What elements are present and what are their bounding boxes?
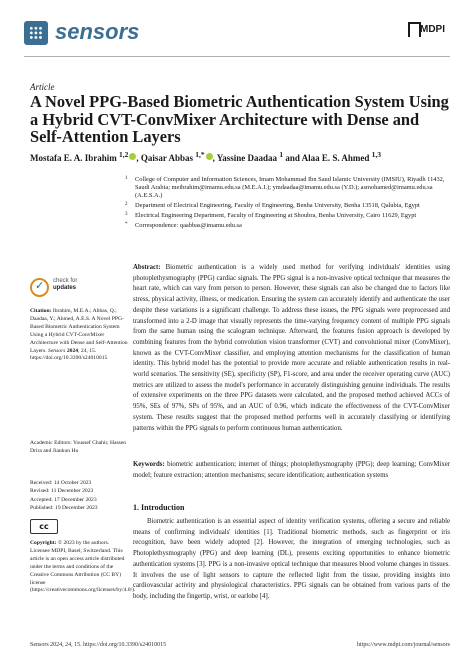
check-for-updates-button[interactable]: check for updates (53, 278, 78, 291)
citation-text: Ibrahim, M.E.A.; Abbas, Q.; Daadaa, Y.; Ahmed, A.E.S. A Novel PPG-Based Biometric Authentication System Using a Hybrid CVT-ConvMixer Architecture with Dense and Self-Attention Layers. (30, 308, 128, 354)
author-name[interactable]: Qaisar Abbas (140, 153, 193, 163)
date-published: Published: 19 December 2023 (30, 504, 98, 511)
date-revised: Revised: 11 December 2023 (30, 488, 94, 495)
section-body: Biometric authentication is an essential aspect of identity verification systems, offering a secure and reliable means of confirming individuals' identities [1]. Traditional biometric methods, such as fingerprint or iris recognition, have been widely adopted [2]. However, the integration of emerging technologies, such as Photoplethysmography (PPG) and deep learning (DL), presents exciting opportunities to enhance biometric authentication systems [3]. PPG is a non-invasive optical technique that measures blood volume changes in tissues. It involves the use of light sensors to capture the reflected light from the tissue, providing insights into cardiovascular activity and physiological characteristics. PPG signals can be obtained from various parts of the body, including the fingertip, wrist, or earlobe [4]. (133, 518, 450, 600)
footer-citation: Sensors 2024, 24, 15. https://doi.org/10.3390/s24010015 (30, 642, 167, 648)
correspondence: * Correspondence: qaabbas@imamu.edu.sa (125, 222, 242, 230)
cc-license-icon[interactable]: cc (30, 519, 58, 534)
header-divider (24, 56, 450, 57)
author-affiliation-mark: 1,* (195, 150, 205, 159)
author-affiliation-mark: 1,3 (371, 150, 381, 159)
author-affiliation-mark: 1,2 (119, 150, 129, 159)
copyright (30, 540, 136, 595)
affiliation-list (125, 176, 450, 231)
citation-label: Citation: (30, 308, 52, 314)
check-for-updates-icon[interactable] (30, 278, 49, 297)
author-list: Mostafa E. A. Ibrahim $^{1,2}$ , Qaisar Abbas $^{1,*}$ , Yassine Daadaa $^1$ and Alaa E. S. Ahmed $^{1,3}$ (30, 150, 381, 163)
author-name[interactable]: Mostafa E. A. Ibrahim (30, 153, 117, 163)
abstract-text: Biometric authentication is a widely used method for verifying individuals' identities using photoplethysmography (PPG) cardiac signals. The PPG signal is a non-invasive optical technique that measures the heart rate, which can vary from person to person. However, these signals can also be changed due to factors like stress, physical activity, illness, or medication. Ensuring the system can accurately identify and authenticate the user despite these variations is a significant challenge. To address these issues, the PPG signals were preprocessed and transformed into a 2-D image that visually represents the time-varying frequency content of multiple PPG signals from the same human using the scalogram technique. Afterward, the features fusion approach is developed by combining features from the hybrid convolution vision transformer (CVT) and convolutional mixer (ConvMixer), known as the CVT-ConvMixer classifier, and employing attention mechanisms for the classification of human identity. This hybrid model has the potential to provide more accurate and reliable authentication results in real-world scenarios. The sensitivity (SE), specificity (SP), F1-score, and area under the receiver operating curve (AUC) metrics are utilized to assess the model's performance in accurately distinguishing genuine individuals. The results of extensive experiments on the three PPG datasets were calculated, and the proposed method achieved ACCs of 95%, SEs of 97%, SPs of 95%, and an AUC of 0.96, which indicate the effectiveness of the CVT-ConvMixer system. These results suggest that the proposed method performs well in accurately classifying or identifying patterns within the PPG signals to perform continuous human authentication. (133, 264, 450, 432)
keywords-text: biometric authentication; internet of things; photoplethysmography (PPG); deep learning; ConvMixer model; feature extraction; attention mechanisms; secure identification; authentication systems (133, 461, 450, 479)
publisher-name: MDPI (420, 24, 445, 35)
author-name[interactable]: Alaa E. S. Ahmed (301, 153, 370, 163)
author-affiliation-mark: 1 (279, 150, 284, 159)
paper-title: A Novel PPG-Based Biometric Authentication System Using a Hybrid CVT-ConvMixer Architecture with Dense and Self-Attention Layers (30, 92, 449, 146)
keywords (133, 460, 450, 481)
orcid-icon[interactable] (206, 153, 213, 160)
journal-logo-icon (24, 21, 48, 45)
citation-journal: Sensors (48, 347, 66, 354)
citation-doi[interactable]: , 24, 15. https://doi.org/10.3390/s24010015 (30, 347, 108, 362)
affiliation-item: 3 Electrical Engineering Department, Faculty of Engineering at Shoubra, Benha University, Cairo 11629, Egypt (125, 212, 417, 220)
article-type: Article (30, 82, 55, 92)
copyright-label: Copyright: (30, 540, 57, 546)
affiliation-item: 1 College of Computer and Information Sciences, Imam Mohammad Ibn Saud Islamic University (IMSIU), Riyadh 11432, Saudi Arabia; meibrahim@imamu.edu.sa (M.E.A.I.); ymdaadaa@imamu.edu.sa (Y.D.); asmohamed@imamu.edu.sa (A.E.S.A.) (125, 176, 445, 200)
abstract-label: Abstract: (133, 264, 161, 271)
affiliation-item: 2 Department of Electrical Engineering, Faculty of Engineering, Benha University, Benha 13518, Qalubia, Egypt (125, 202, 420, 210)
citation (30, 308, 130, 363)
keywords-label: Keywords: (133, 461, 165, 468)
academic-editors: Academic Editors: Youssef Chahir, Hassen Drira and Jiankun Hu (30, 440, 127, 454)
orcid-icon[interactable] (129, 153, 136, 160)
date-accepted: Accepted: 17 December 2023 (30, 496, 97, 503)
date-received: Received: 14 October 2023 (30, 480, 92, 486)
copyright-text: © 2023 by the authors. Licensee MDPI, Basel, Switzerland. This article is an open access article distributed under the terms and conditions of the Creative Commons Attribution (CC BY) license (https://creativecommons.org/licenses/by/4.0/). (30, 540, 136, 594)
abstract (133, 263, 450, 434)
citation-year: 2024 (66, 347, 79, 354)
publication-dates (30, 479, 130, 512)
author-name[interactable]: Yassine Daadaa (216, 153, 278, 163)
section-heading: 1. Introduction (133, 503, 185, 512)
footer-journal-link[interactable]: https://www.mdpi.com/journal/sensors (357, 642, 450, 648)
journal-name: sensors (55, 19, 140, 44)
